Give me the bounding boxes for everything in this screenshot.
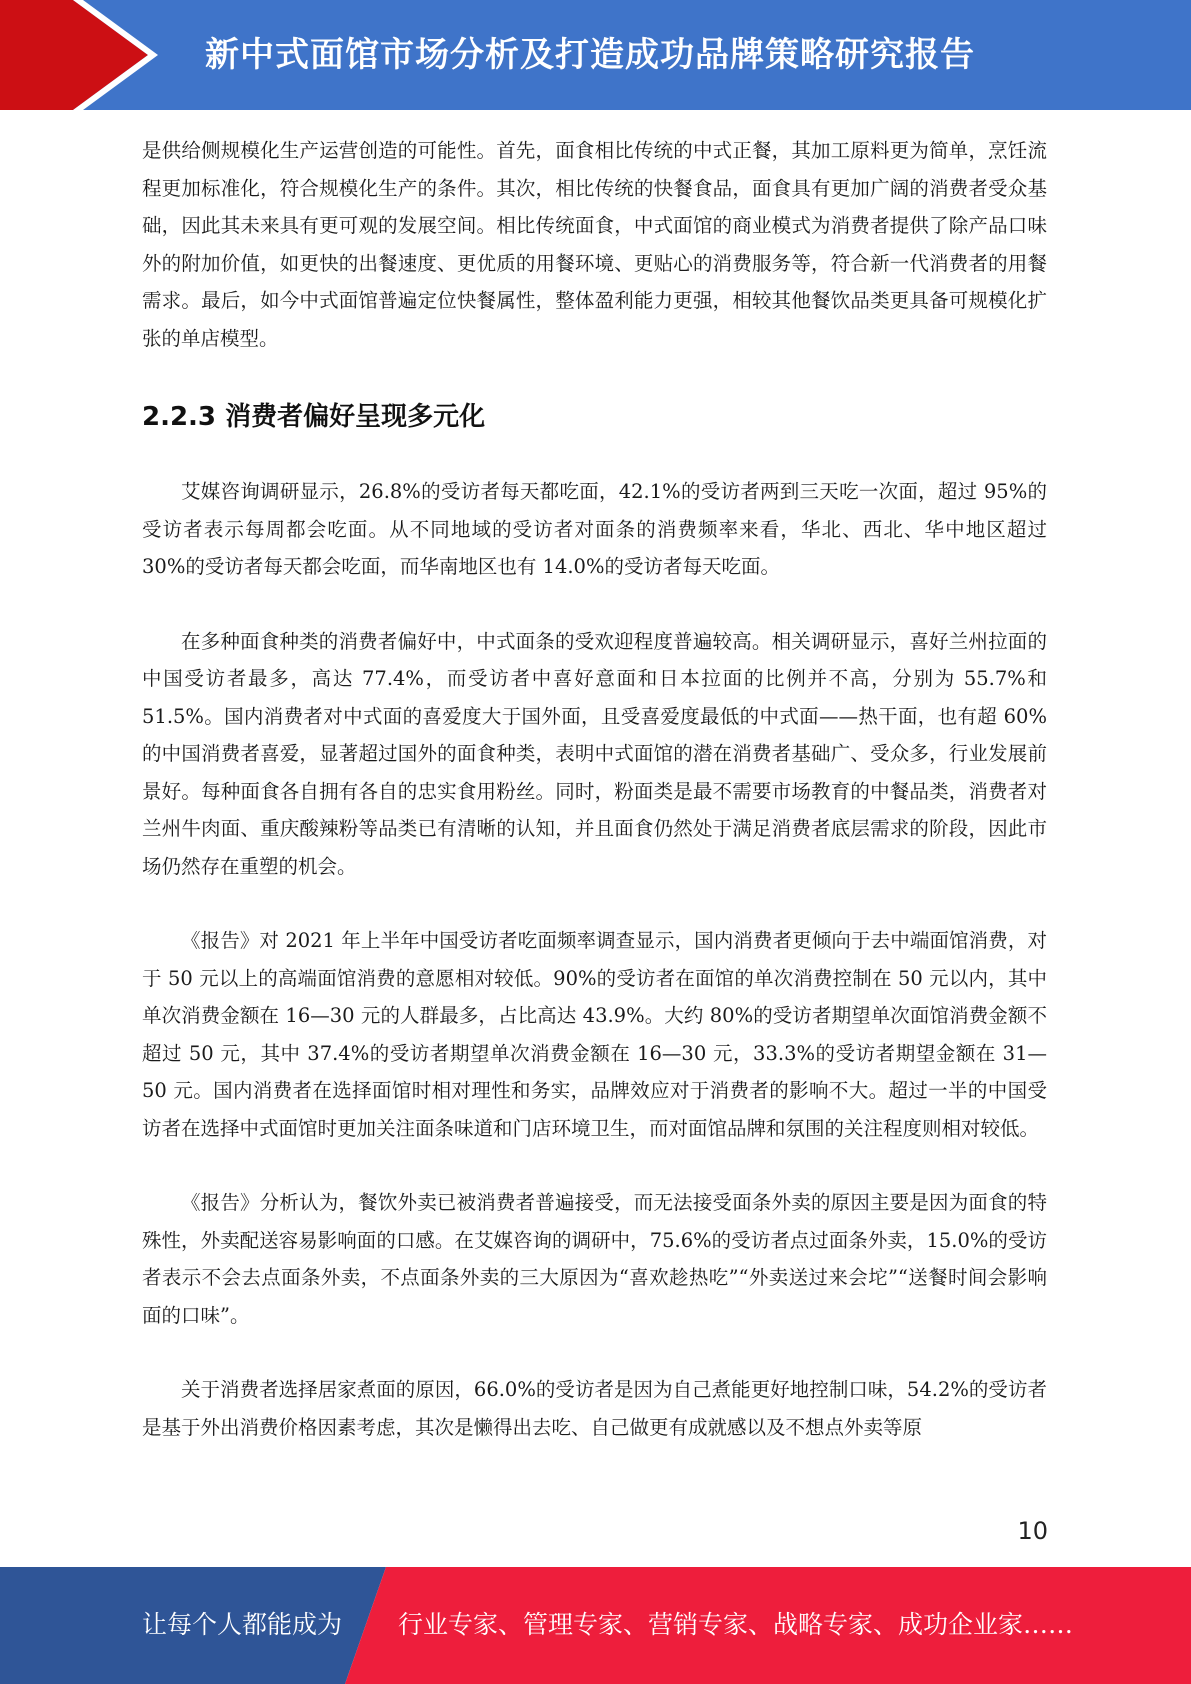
paragraph-spending-levels: 《报告》对 2021 年上半年中国受访者吃面频率调查显示，国内消费者更倾向于去中端面馆消费，对于 50 元以上的高端面馆消费的意愿相对较低。90%的受访者在面馆的单次消费控制在 50 元以内，其中单次消费金额在 16—30 元的人群最多，占比高达 43.9%。大约 80%的受访者期望单次面馆消费金额不超过 50 元，其中 37.4%的受访者期望单次消费金额在 16—30 元，33.3%的受访者期望金额在 31—50 元。国内消费者在选择面馆时相对理性和务实，品牌效应对于消费者的影响不大。超过一半的中国受访者在选择中式面馆时更加关注面条味道和门店环境卫生，而对面馆品牌和氛围的关注程度则相对较低。 bbox=[142, 929, 1047, 1140]
page-footer bbox=[0, 1567, 1191, 1684]
page-number: 10 bbox=[1017, 1517, 1048, 1545]
paragraph-consumption-frequency: 艾媒咨询调研显示，26.8%的受访者每天都吃面，42.1%的受访者两到三天吃一次面，超过 95%的受访者表示每周都会吃面。从不同地域的受访者对面条的消费频率来看，华北、西北、华中地区超过 30%的受访者每天都会吃面，而华南地区也有 14.0%的受访者每天吃面。 bbox=[142, 480, 1047, 578]
section-heading: 2.2.3 消费者偏好呈现多元化 bbox=[142, 402, 486, 432]
document-title: 新中式面馆市场分析及打造成功品牌策略研究报告 bbox=[205, 35, 975, 75]
page-content bbox=[142, 132, 1047, 1446]
paragraph-continued: 是供给侧规模化生产运营创造的可能性。首先，面食相比传统的中式正餐，其加工原料更为简单，烹饪流程更加标准化，符合规模化生产的条件。其次，相比传统的快餐食品，面食具有更加广阔的消费者受众基础，因此其未来具有更可观的发展空间。相比传统面食，中式面馆的商业模式为消费者提供了除产品口味外的附加价值，如更快的出餐速度、更优质的用餐环境、更贴心的消费服务等，符合新一代消费者的用餐需求。最后，如今中式面馆普遍定位快餐属性，整体盈利能力更强，相较其他餐饮品类更具备可规模化扩张的单店模型。 bbox=[142, 139, 1047, 350]
footer-slogan-left: 让每个人都能成为 bbox=[142, 1610, 343, 1639]
footer-slogan-right: 行业专家、管理专家、营销专家、战略专家、成功企业家…… bbox=[398, 1610, 1074, 1639]
paragraph-home-cooking: 关于消费者选择居家煮面的原因，66.0%的受访者是因为自己煮能更好地控制口味，54.2%的受访者是基于外出消费价格因素考虑，其次是懒得出去吃、自己做更有成就感以及不想点外卖等原 bbox=[142, 1378, 1047, 1439]
paragraph-noodle-preferences: 在多种面食种类的消费者偏好中，中式面条的受欢迎程度普遍较高。相关调研显示，喜好兰州拉面的中国受访者最多，高达 77.4%，而受访者中喜好意面和日本拉面的比例并不高，分别为 55.7%和 51.5%。国内消费者对中式面的喜爱度大于国外面，且受喜爱度最低的中式面——热干面，也有超 60%的中国消费者喜爱，显著超过国外的面食种类，表明中式面馆的潜在消费者基础广、受众多，行业发展前景好。每种面食各自拥有各自的忠实食用粉丝。同时，粉面类是最不需要市场教育的中餐品类，消费者对兰州牛肉面、重庆酸辣粉等品类已有清晰的认知，并且面食仍然处于满足消费者底层需求的阶段，因此市场仍然存在重塑的机会。 bbox=[142, 629, 1047, 878]
paragraph-takeaway: 《报告》分析认为，餐饮外卖已被消费者普遍接受，而无法接受面条外卖的原因主要是因为面食的特殊性，外卖配送容易影响面的口感。在艾媒咨询的调研中，75.6%的受访者点过面条外卖，15.0%的受访者表示不会去点面条外卖，不点面条外卖的三大原因为“喜欢趁热吃”“外卖送过来会坨”“送餐时间会影响面的口味”。 bbox=[142, 1191, 1047, 1327]
page-header bbox=[0, 0, 1191, 110]
